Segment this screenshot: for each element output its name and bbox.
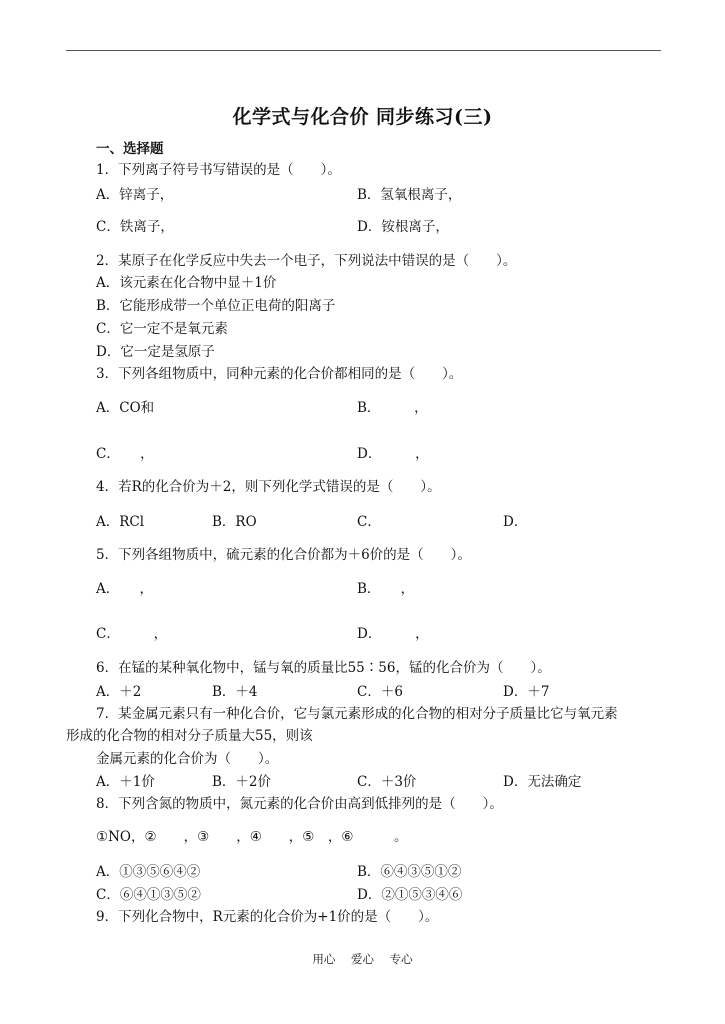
q1-option-c: C．铁离子， [96, 219, 174, 235]
q8-stem: 8．下列含氮的物质中，氮元素的化合价由高到低排列的是（ ）。 [96, 796, 503, 812]
q4-option-b: B．RO [212, 514, 257, 530]
q3-option-b: B． ， [357, 400, 428, 416]
q8-option-c: C．⑥④①③⑤② [96, 887, 201, 903]
q5-option-b: B． ， [357, 581, 415, 597]
q6-option-c: C．＋6 [357, 684, 403, 700]
q1-option-a: A．锌离子， [96, 187, 174, 203]
q1-stem: 1．下列离子符号书写错误的是（ ）。 [96, 162, 341, 178]
q7-stem-line1: 7．某金属元素只有一种化合价，它与氯元素形成的化合物的相对分子质量比它与氧元素 [96, 706, 618, 722]
section-heading: 一、选择题 [96, 141, 164, 157]
q2-option-b: B．它能形成带一个单位正电荷的阳离子 [96, 298, 336, 314]
page-footer: 用心 爱心 专心 [312, 952, 413, 966]
q5-option-d: D． ， [357, 626, 429, 642]
q9-stem: 9．下列化合物中，R元素的化合价为+1价的是（ ）。 [96, 909, 439, 925]
q2-stem: 2．某原子在化学反应中失去一个电子，下列说法中错误的是（ ）。 [96, 253, 517, 269]
q8-option-d: D．②①⑤③④⑥ [357, 887, 463, 903]
q5-option-c: C． ， [96, 626, 168, 642]
q3-option-d: D． ， [357, 446, 429, 462]
q8-option-a: A．①③⑤⑥④② [96, 864, 201, 880]
header-rule [66, 50, 661, 51]
q7-stem-line3: 金属元素的化合价为（ ）。 [96, 751, 279, 767]
q1-option-d: D．铵根离子， [357, 219, 449, 235]
q6-stem: 6．在锰的某种氧化物中，锰与氧的质量比55∶56，锰的化合价为（ ）。 [96, 660, 551, 676]
q2-option-a: A．该元素在化合物中显＋1价 [96, 275, 277, 291]
q2-option-d: D．它一定是氢原子 [96, 344, 215, 360]
q7-stem-line2: 形成的化合物的相对分子质量大55，则该 [66, 728, 313, 744]
q3-option-c: C． ， [96, 446, 154, 462]
q2-option-c: C．它一定不是氧元素 [96, 321, 228, 337]
q4-stem: 4．若R的化合价为＋2，则下列化学式错误的是（ ）。 [96, 479, 441, 495]
q6-option-a: A．＋2 [96, 684, 142, 700]
q4-option-a: A．RCl [96, 514, 145, 530]
q3-option-a: A．CO和 [96, 400, 155, 416]
q7-option-b: B．＋2价 [212, 774, 272, 790]
q7-option-c: C．＋3价 [357, 774, 417, 790]
q8-option-b: B．⑥④③⑤①② [357, 864, 462, 880]
q5-stem: 5．下列各组物质中，硫元素的化合价都为＋6价的是（ ）。 [96, 547, 471, 563]
q1-option-b: B．氢氧根离子， [357, 187, 462, 203]
q4-option-c: C． [357, 514, 381, 530]
q7-option-a: A．＋1价 [96, 774, 155, 790]
page-title: 化学式与化合价 同步练习(三) [232, 106, 493, 128]
q3-stem: 3．下列各组物质中，同种元素的化合价都相同的是（ ）。 [96, 366, 463, 382]
q6-option-b: B．＋4 [212, 684, 258, 700]
q6-option-d: D．＋7 [503, 684, 550, 700]
q8-substance-list: ①NO，② ，③ ，④ ，⑤ ，⑥ 。 [96, 829, 408, 845]
q7-option-d: D．无法确定 [503, 774, 582, 790]
q4-option-d: D． [503, 514, 528, 530]
q5-option-a: A． ， [96, 581, 153, 597]
